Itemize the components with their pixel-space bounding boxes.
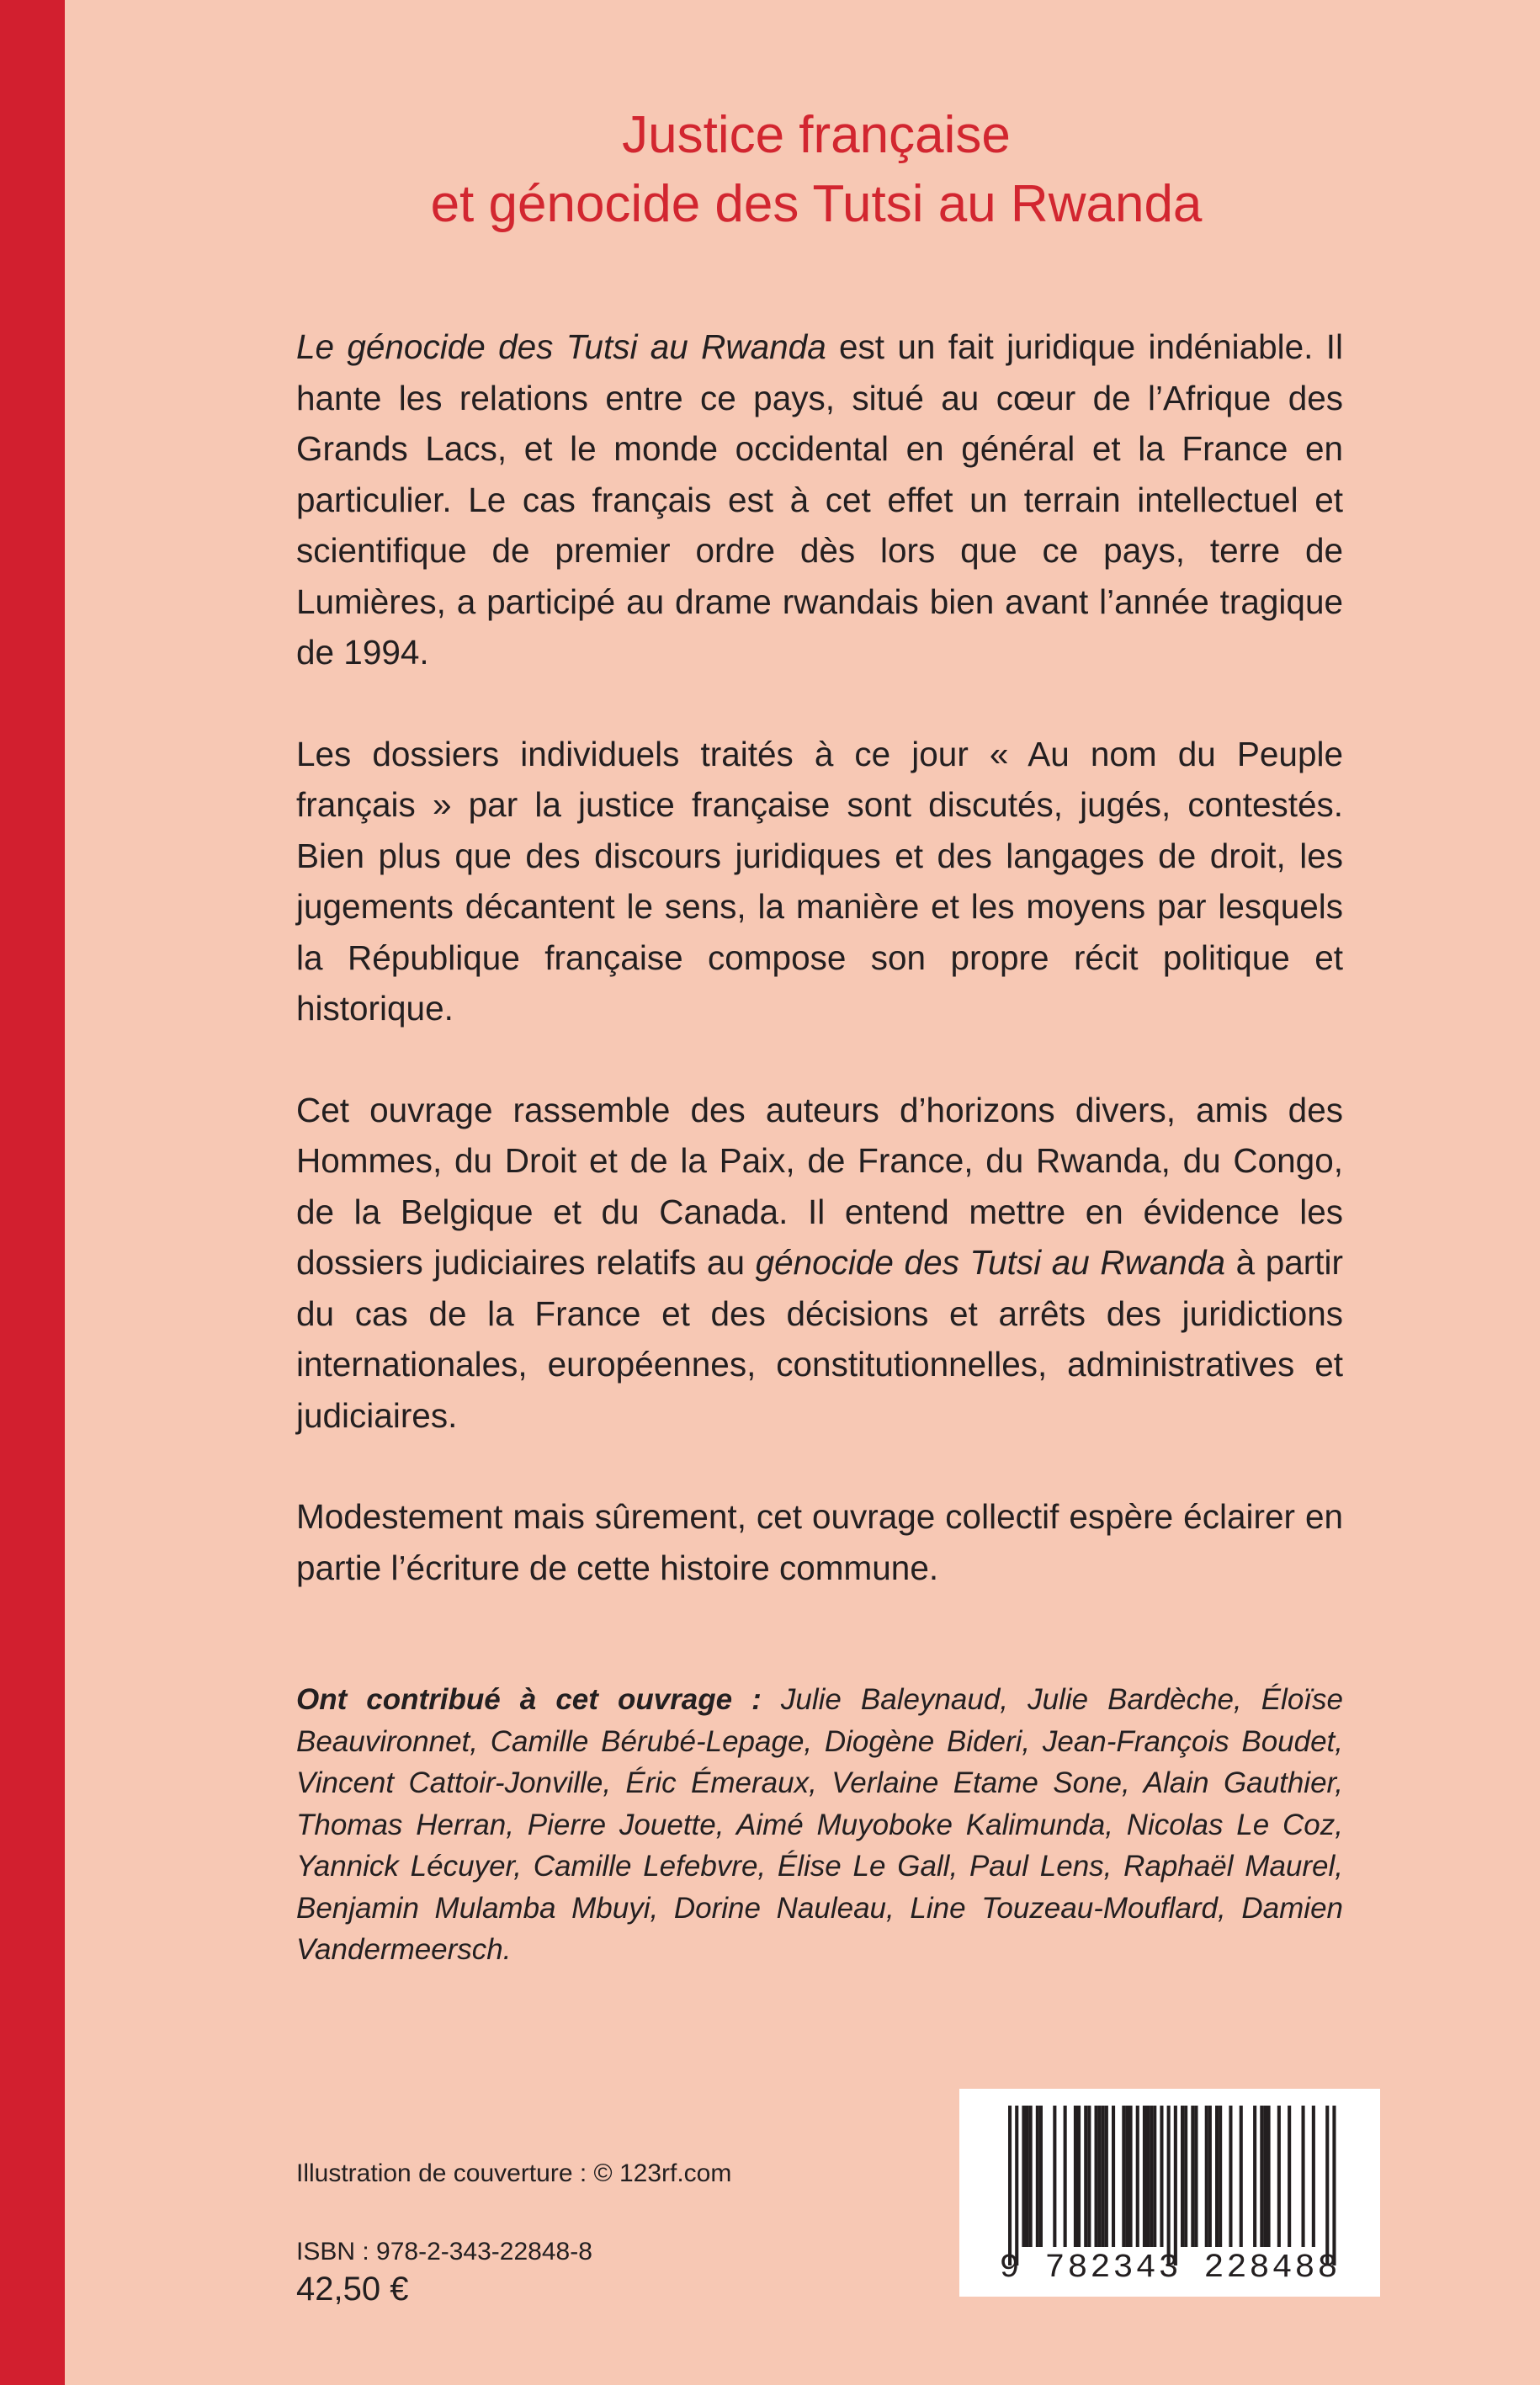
cover-credit: Illustration de couverture : © 123rf.com [296, 2159, 732, 2187]
barcode-bar [1026, 2106, 1029, 2247]
contributors-names: Julie Baleynaud, Julie Bardèche, Éloïse Beauvironnet, Camille Bérubé-Lepage, Diogène Bideri, Jean-François Boudet, Vincent Cattoir-Jonville, Éric Émeraux, Verlaine Etame Sone, Alain Gauthier, Thomas Herran, Pierre Jouette, Aimé Muyoboke Kalimunda, Nicolas Le Coz, Yannick Lécuyer, Camille Lefebvre, Élise Le Gall, Paul Lens, Raphaël Maurel, Benjamin Mulamba Mbuyi, Dorine Nauleau, Line Touzeau-Mouflard, Damien Vandermeersch. [296, 1683, 1343, 1966]
barcode-bar [1191, 2106, 1194, 2247]
title-line-2: et génocide des Tutsi au Rwanda [430, 175, 1203, 233]
barcode-bar [1077, 2106, 1081, 2247]
blurb-p3-italic: génocide des Tutsi au Rwanda [755, 1243, 1225, 1282]
barcode-bar [1277, 2106, 1281, 2247]
barcode-bar [1095, 2106, 1098, 2247]
barcode-bar [1253, 2106, 1256, 2247]
barcode-bar [1194, 2106, 1197, 2247]
contributors-label: Ont contribué à cet ouvrage : [296, 1683, 762, 1716]
barcode-bar [1022, 2106, 1025, 2247]
barcode-bar [1036, 2106, 1039, 2247]
barcode-bar [1312, 2106, 1315, 2247]
barcode-bar [1074, 2106, 1077, 2247]
barcode-bar [1205, 2106, 1208, 2247]
barcode-bar [1122, 2106, 1125, 2247]
contributors [296, 1679, 1343, 1971]
price: 42,50 € [296, 2271, 409, 2308]
blurb [296, 321, 1343, 1593]
barcode [959, 2089, 1380, 2297]
barcode-bar [1039, 2106, 1043, 2247]
barcode-bar [1125, 2106, 1128, 2247]
barcode-bar [1229, 2106, 1232, 2247]
barcode-bar [1215, 2106, 1219, 2247]
barcode-bar [1160, 2106, 1163, 2247]
barcode-bar [1029, 2106, 1033, 2247]
isbn: ISBN : 978-2-343-22848-8 [296, 2238, 592, 2265]
barcode-guard-bar [1174, 2106, 1177, 2265]
book-title [126, 101, 1506, 239]
barcode-bar [1263, 2106, 1267, 2247]
blurb-p3-before: Cet ouvrage rassemble des auteurs d’horizons divers, amis des Hommes, du Droit et de la Paix, de France, du Rwanda, du Congo, de la Belgique et du Canada. Il entend mettre en évidence les dossiers judiciaires relatifs au [296, 1090, 1343, 1282]
barcode-bar [1153, 2106, 1156, 2247]
barcode-bar [1053, 2106, 1056, 2247]
barcode-bar [1084, 2106, 1087, 2247]
barcode-bar [1112, 2106, 1115, 2247]
barcode-bar [1129, 2106, 1133, 2247]
barcode-bar [1267, 2106, 1271, 2247]
blurb-p3-after: à partir du cas de la France et des décisions et arrêts des juridictions internationales, européennes, constitutionnelles, administratives et judiciaires. [296, 1243, 1343, 1435]
barcode-bar [1143, 2106, 1146, 2247]
barcode-bar [1102, 2106, 1105, 2247]
barcode-bar [1064, 2106, 1067, 2247]
barcode-guard-bar [1015, 2106, 1018, 2265]
barcode-bar [1150, 2106, 1153, 2247]
barcode-bar [1208, 2106, 1212, 2247]
barcode-bar [1098, 2106, 1102, 2247]
barcode-digits: 9 782343 228488 [999, 2250, 1341, 2287]
title-line-1: Justice française [622, 106, 1011, 164]
book-spine-stripe [0, 0, 65, 2385]
barcode-bar [1105, 2106, 1108, 2247]
barcode-bar [1219, 2106, 1222, 2247]
barcode-bar [1260, 2106, 1263, 2247]
barcode-bar [1136, 2106, 1139, 2247]
barcode-bar [1087, 2106, 1091, 2247]
barcode-guard-bar [1325, 2106, 1329, 2265]
barcode-bar [1302, 2106, 1305, 2247]
blurb-paragraph-3 [296, 1085, 1343, 1442]
barcode-bar [1146, 2106, 1150, 2247]
blurb-paragraph-2: Les dossiers individuels traités à ce jour « Au nom du Peuple français » par la justice française sont discutés, jugés, contestés. Bien plus que des discours juridiques et des langages de droit, les jugements décantent le sens, la manière et les moyens par lesquels la République française compose son propre récit politique et historique. [296, 734, 1343, 1028]
barcode-guard-bar [1167, 2106, 1171, 2265]
blurb-paragraph-1 [296, 321, 1343, 678]
blurb-p1-text: est un fait juridique indéniable. Il hante les relations entre ce pays, situé au cœur de l’Afrique des Grands Lacs, et le monde occidental en général et la France en particulier. Le cas français est à cet effet un terrain intellectuel et scientifique de premier ordre dès lors que ce pays, terre de Lumières, a participé au drame rwandais bien avant l’année tragique de 1994. [296, 327, 1343, 672]
blurb-paragraph-4: Modestement mais sûrement, cet ouvrage collectif espère éclairer en partie l’écriture de cette histoire commune. [296, 1497, 1343, 1587]
blurb-p1-italic: Le génocide des Tutsi au Rwanda [296, 327, 826, 366]
barcode-guard-bar [1008, 2106, 1012, 2265]
barcode-bar [1240, 2106, 1243, 2247]
barcode-bar [1181, 2106, 1184, 2247]
barcode-guard-bar [1332, 2106, 1336, 2265]
barcode-bar [1184, 2106, 1187, 2247]
barcode-bar [1288, 2106, 1291, 2247]
